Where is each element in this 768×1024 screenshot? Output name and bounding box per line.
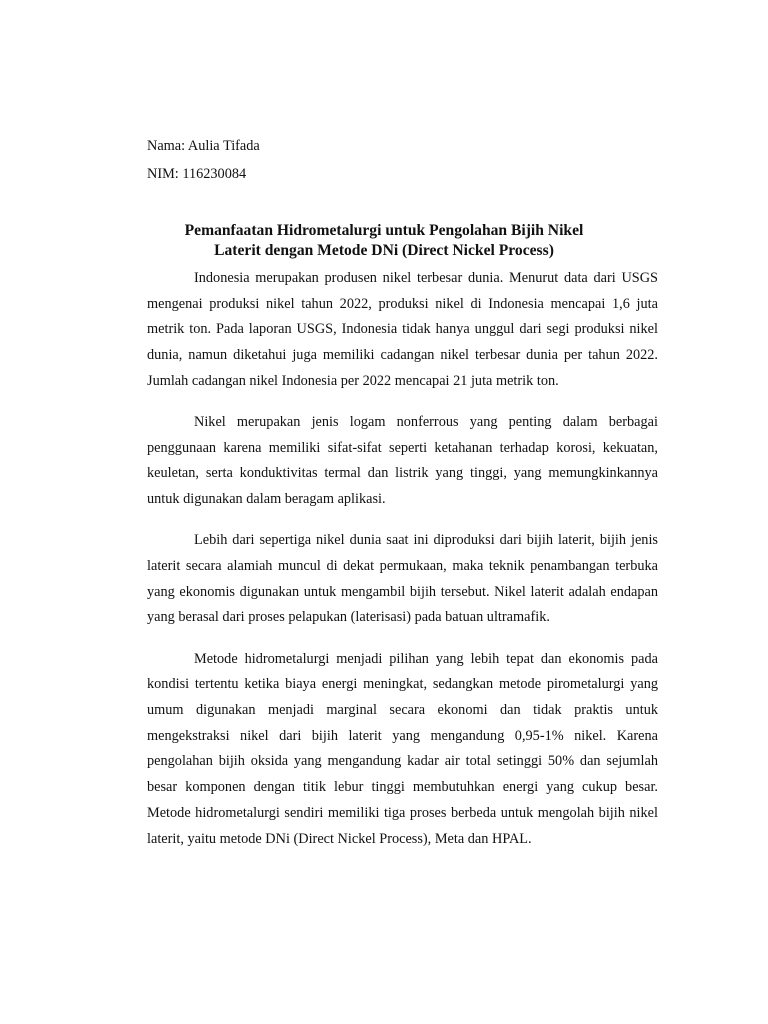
- student-name: Nama: Aulia Tifada: [147, 138, 260, 154]
- title-line-2: Laterit dengan Metode DNi (Direct Nickel Process): [214, 242, 554, 259]
- paragraph: Nikel merupakan jenis logam nonferrous yang penting dalam berbagai penggunaan karena memiliki sifat-sifat seperti ketahanan terhadap korosi, kekuatan, keuletan, serta konduktivitas termal dan listrik yang tinggi, yang memungkinkannya untuk digunakan dalam beragam aplikasi.: [147, 414, 658, 508]
- student-nim: NIM: 116230084: [147, 166, 247, 182]
- paragraph: Indonesia merupakan produsen nikel terbesar dunia. Menurut data dari USGS mengenai produksi nikel tahun 2022, produksi nikel di Indonesia mencapai 1,6 juta metrik ton. Pada laporan USGS, Indonesia tidak hanya unggul dari segi produksi nikel dunia, namun diketahui juga memiliki cadangan nikel terbesar dunia per tahun 2022. Jumlah cadangan nikel Indonesia per 2022 mencapai 21 juta metrik ton.: [147, 270, 658, 389]
- paragraph: Lebih dari sepertiga nikel dunia saat ini diproduksi dari bijih laterit, bijih jenis laterit secara alamiah muncul di dekat permukaan, maka teknik penambangan terbuka yang ekonomis digunakan untuk mengambil bijih tersebut. Nikel laterit adalah endapan yang berasal dari proses pelapukan (laterisasi) pada batuan ultramafik.: [147, 532, 658, 626]
- document-body: [147, 266, 658, 868]
- title-line-1: Pemanfaatan Hidrometalurgi untuk Pengolahan Bijih Nikel: [184, 222, 584, 239]
- document-title: [120, 221, 648, 261]
- paragraph: Metode hidrometalurgi menjadi pilihan yang lebih tepat dan ekonomis pada kondisi tertentu ketika biaya energi meningkat, sedangkan metode pirometalurgi yang umum digunakan menjadi marginal secara ekonomi dan tidak praktis untuk mengekstraksi nikel dari bijih laterit yang mengandung 0,95-1% nikel. Karena pengolahan bijih oksida yang mengandung kadar air total setinggi 50% dan sejumlah besar komponen dengan titik lebur tinggi membutuhkan energi yang cukup besar. Metode hidrometalurgi sendiri memiliki tiga proses berbeda untuk mengolah bijih nikel laterit, yaitu metode DNi (Direct Nickel Process), Meta dan HPAL.: [147, 650, 658, 847]
